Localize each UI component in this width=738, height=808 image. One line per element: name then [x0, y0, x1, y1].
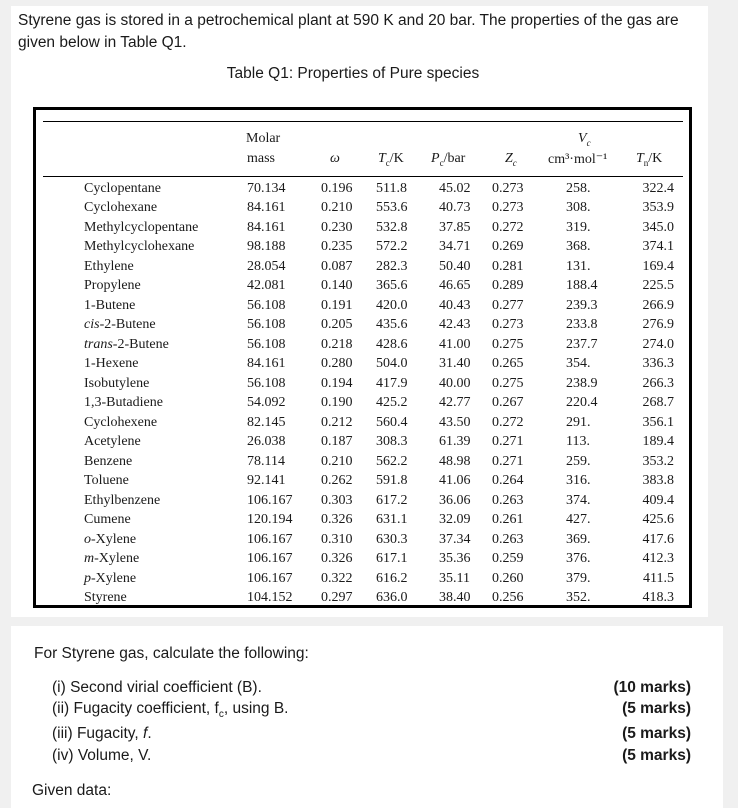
normal-boiling-point: 353.9: [642, 200, 674, 216]
critical-pressure: 42.77: [439, 395, 471, 411]
normal-boiling-point: 169.4: [642, 258, 674, 274]
critical-compressibility: 0.267: [492, 395, 524, 411]
table-row: [0, 452, 738, 472]
table-row: [0, 491, 738, 511]
question-4: (iv) Volume, V.: [52, 747, 152, 764]
normal-boiling-point: 189.4: [642, 434, 674, 450]
table-row: [0, 588, 738, 608]
molar-mass: 56.108: [247, 317, 286, 333]
critical-compressibility: 0.269: [492, 239, 524, 255]
species-name: Acetylene: [84, 434, 141, 450]
species-name: Propylene: [84, 278, 141, 294]
molar-mass: 42.081: [247, 278, 286, 294]
normal-boiling-point: 425.6: [642, 512, 674, 528]
critical-temperature: 617.1: [376, 551, 408, 567]
questions-lead: For Styrene gas, calculate the following:: [34, 645, 309, 662]
molar-mass: 84.161: [247, 356, 286, 372]
table-row: [0, 237, 738, 257]
molar-mass: 56.108: [247, 297, 286, 313]
normal-boiling-point: 276.9: [642, 317, 674, 333]
molar-mass: 92.141: [247, 473, 286, 489]
normal-boiling-point: 356.1: [642, 414, 674, 430]
table-row: [0, 354, 738, 374]
critical-temperature: 560.4: [376, 414, 408, 430]
critical-pressure: 34.71: [439, 239, 471, 255]
table-row: [0, 198, 738, 218]
critical-volume: 188.4: [566, 278, 598, 294]
critical-volume: 368.: [566, 239, 591, 255]
species-name: trans-2-Butene: [84, 336, 169, 352]
critical-volume: 374.: [566, 492, 591, 508]
critical-pressure: 40.73: [439, 200, 471, 216]
critical-temperature: 365.6: [376, 278, 408, 294]
question-2-marks: (5 marks): [622, 700, 691, 717]
critical-volume: 113.: [566, 434, 590, 450]
species-name: o-Xylene: [84, 531, 137, 547]
critical-pressure: 37.85: [439, 219, 471, 235]
molar-mass: 78.114: [247, 453, 285, 469]
critical-temperature: 511.8: [376, 181, 407, 196]
question-3: (iii) Fugacity, f.: [52, 725, 152, 742]
critical-temperature: 617.2: [376, 492, 408, 508]
acentric-factor: 0.210: [321, 200, 353, 216]
critical-pressure: 32.09: [439, 512, 471, 528]
header-zc: $Z_c$: [505, 151, 517, 168]
critical-pressure: 35.11: [439, 570, 470, 586]
table-row: [0, 471, 738, 491]
normal-boiling-point: 322.4: [642, 181, 674, 196]
species-name: Cumene: [84, 512, 131, 528]
molar-mass: 106.167: [247, 551, 293, 567]
question-2: (ii) Fugacity coefficient, $f_c$, using B.: [52, 700, 289, 721]
critical-compressibility: 0.273: [492, 181, 524, 196]
normal-boiling-point: 412.3: [642, 551, 674, 567]
molar-mass: 106.167: [247, 492, 293, 508]
acentric-factor: 0.140: [321, 278, 353, 294]
acentric-factor: 0.310: [321, 531, 353, 547]
critical-pressure: 41.06: [439, 473, 471, 489]
table-row: [0, 179, 738, 199]
critical-compressibility: 0.273: [492, 200, 524, 216]
species-name: 1-Hexene: [84, 356, 139, 372]
critical-volume: 316.: [566, 473, 591, 489]
critical-temperature: 572.2: [376, 239, 408, 255]
normal-boiling-point: 336.3: [642, 356, 674, 372]
acentric-factor: 0.205: [321, 317, 353, 333]
critical-volume: 233.8: [566, 317, 598, 333]
critical-temperature: 636.0: [376, 590, 408, 606]
critical-volume: 220.4: [566, 395, 598, 411]
critical-pressure: 37.34: [439, 531, 471, 547]
acentric-factor: 0.196: [321, 181, 353, 196]
critical-compressibility: 0.273: [492, 317, 524, 333]
critical-volume: 379.: [566, 570, 591, 586]
acentric-factor: 0.218: [321, 336, 353, 352]
species-name: Styrene: [84, 590, 127, 606]
critical-volume: 238.9: [566, 375, 598, 391]
critical-compressibility: 0.271: [492, 453, 524, 469]
acentric-factor: 0.326: [321, 551, 353, 567]
critical-temperature: 435.6: [376, 317, 408, 333]
critical-temperature: 630.3: [376, 531, 408, 547]
critical-compressibility: 0.277: [492, 297, 524, 313]
critical-pressure: 48.98: [439, 453, 471, 469]
critical-volume: 376.: [566, 551, 591, 567]
acentric-factor: 0.087: [321, 258, 353, 274]
critical-temperature: 417.9: [376, 375, 408, 391]
molar-mass: 70.134: [247, 181, 286, 196]
critical-temperature: 591.8: [376, 473, 408, 489]
species-name: Benzene: [84, 453, 133, 469]
header-tc: $T_c/K$: [378, 151, 404, 168]
critical-volume: 352.: [566, 590, 591, 606]
critical-compressibility: 0.272: [492, 219, 524, 235]
header-vc-unit: cm³·mol⁻¹: [548, 152, 608, 167]
critical-pressure: 50.40: [439, 258, 471, 274]
molar-mass: 98.188: [247, 239, 286, 255]
critical-compressibility: 0.289: [492, 278, 524, 294]
normal-boiling-point: 411.5: [643, 570, 674, 586]
table-top-rule: [43, 121, 683, 122]
normal-boiling-point: 374.1: [642, 239, 674, 255]
normal-boiling-point: 418.3: [642, 590, 674, 606]
species-name: p-Xylene: [84, 570, 137, 586]
critical-compressibility: 0.271: [492, 434, 524, 450]
acentric-factor: 0.326: [321, 512, 353, 528]
critical-pressure: 41.00: [439, 336, 471, 352]
species-name: Cyclohexane: [84, 200, 158, 216]
critical-volume: 131.: [566, 258, 591, 274]
header-mass: mass: [247, 151, 275, 166]
normal-boiling-point: 345.0: [642, 219, 674, 235]
critical-pressure: 40.00: [439, 375, 471, 391]
critical-compressibility: 0.256: [492, 590, 524, 606]
table-row: [0, 530, 738, 550]
species-name: Isobutylene: [84, 375, 150, 391]
critical-compressibility: 0.272: [492, 414, 524, 430]
critical-pressure: 46.65: [439, 278, 471, 294]
critical-compressibility: 0.265: [492, 356, 524, 372]
critical-pressure: 43.50: [439, 414, 471, 430]
table-row: [0, 296, 738, 316]
species-name: 1,3-Butadiene: [84, 395, 163, 411]
acentric-factor: 0.322: [321, 570, 353, 586]
table-row: [0, 335, 738, 355]
normal-boiling-point: 274.0: [642, 336, 674, 352]
species-name: Ethylene: [84, 258, 134, 274]
critical-temperature: 562.2: [376, 453, 408, 469]
table-row: [0, 510, 738, 530]
critical-temperature: 282.3: [376, 258, 408, 274]
critical-compressibility: 0.259: [492, 551, 524, 567]
critical-compressibility: 0.263: [492, 492, 524, 508]
species-name: 1-Butene: [84, 297, 136, 313]
acentric-factor: 0.297: [321, 590, 353, 606]
normal-boiling-point: 383.8: [642, 473, 674, 489]
table-row: [0, 276, 738, 296]
species-name: cis-2-Butene: [84, 317, 156, 333]
species-name: Ethylbenzene: [84, 492, 161, 508]
acentric-factor: 0.191: [321, 297, 353, 313]
critical-temperature: 308.3: [376, 434, 408, 450]
acentric-factor: 0.187: [321, 434, 353, 450]
normal-boiling-point: 266.9: [642, 297, 674, 313]
critical-volume: 239.3: [566, 297, 598, 313]
intro-text: Styrene gas is stored in a petrochemical plant at 590 K and 20 bar. The properties of the gas are given below in Table Q1.: [18, 12, 679, 51]
molar-mass: 120.194: [247, 512, 293, 528]
critical-temperature: 420.0: [376, 297, 408, 313]
critical-pressure: 61.39: [439, 434, 471, 450]
table-row: [0, 569, 738, 589]
normal-boiling-point: 417.6: [642, 531, 674, 547]
species-name: Toluene: [84, 473, 129, 489]
table-row: [0, 257, 738, 277]
critical-compressibility: 0.275: [492, 375, 524, 391]
acentric-factor: 0.212: [321, 414, 353, 430]
critical-volume: 308.: [566, 200, 591, 216]
critical-volume: 354.: [566, 356, 591, 372]
header-vc: $V_c$: [578, 131, 591, 148]
acentric-factor: 0.194: [321, 375, 353, 391]
normal-boiling-point: 266.3: [642, 375, 674, 391]
acentric-factor: 0.210: [321, 453, 353, 469]
acentric-factor: 0.280: [321, 356, 353, 372]
species-name: Methylcyclopentane: [84, 219, 199, 235]
header-molar: Molar: [246, 131, 281, 146]
critical-compressibility: 0.263: [492, 531, 524, 547]
acentric-factor: 0.262: [321, 473, 353, 489]
acentric-factor: 0.235: [321, 239, 353, 255]
species-name: Cyclopentane: [84, 181, 161, 196]
normal-boiling-point: 409.4: [642, 492, 674, 508]
molar-mass: 26.038: [247, 434, 286, 450]
molar-mass: 56.108: [247, 336, 286, 352]
table-caption-text: Table Q1: Properties of Pure species: [226, 65, 480, 82]
critical-temperature: 504.0: [376, 356, 408, 372]
critical-volume: 369.: [566, 531, 591, 547]
critical-pressure: 40.43: [439, 297, 471, 313]
critical-volume: 258.: [566, 181, 591, 196]
molar-mass: 106.167: [247, 531, 293, 547]
critical-temperature: 631.1: [376, 512, 408, 528]
critical-compressibility: 0.261: [492, 512, 524, 528]
molar-mass: 54.092: [247, 395, 286, 411]
critical-compressibility: 0.264: [492, 473, 524, 489]
critical-compressibility: 0.260: [492, 570, 524, 586]
table-row: [0, 432, 738, 452]
question-1: (i) Second virial coefficient (B).: [52, 679, 262, 696]
species-name: m-Xylene: [84, 551, 140, 567]
critical-pressure: 35.36: [439, 551, 471, 567]
normal-boiling-point: 353.2: [642, 453, 674, 469]
molar-mass: 104.152: [247, 590, 293, 606]
molar-mass: 28.054: [247, 258, 286, 274]
molar-mass: 106.167: [247, 570, 293, 586]
critical-temperature: 532.8: [376, 219, 408, 235]
species-name: Methylcyclohexane: [84, 239, 195, 255]
molar-mass: 84.161: [247, 200, 286, 216]
table-header-rule: [43, 176, 683, 177]
critical-pressure: 45.02: [439, 181, 471, 196]
critical-temperature: 616.2: [376, 570, 408, 586]
molar-mass: 84.161: [247, 219, 286, 235]
critical-temperature: 425.2: [376, 395, 408, 411]
molar-mass: 56.108: [247, 375, 286, 391]
critical-volume: 427.: [566, 512, 591, 528]
question-3-marks: (5 marks): [622, 725, 691, 742]
critical-temperature: 553.6: [376, 200, 408, 216]
question-1-marks: (10 marks): [613, 679, 691, 696]
question-4-marks: (5 marks): [622, 747, 691, 764]
header-pc: $P_c$/bar: [431, 151, 466, 168]
critical-volume: 291.: [566, 414, 591, 430]
critical-compressibility: 0.275: [492, 336, 524, 352]
normal-boiling-point: 225.5: [642, 278, 674, 294]
species-name: Cyclohexene: [84, 414, 158, 430]
critical-temperature: 428.6: [376, 336, 408, 352]
critical-volume: 259.: [566, 453, 591, 469]
table-row: [0, 315, 738, 335]
table-row: [0, 413, 738, 433]
critical-compressibility: 0.281: [492, 258, 524, 274]
acentric-factor: 0.190: [321, 395, 353, 411]
acentric-factor: 0.230: [321, 219, 353, 235]
table-row: [0, 549, 738, 569]
header-omega: ω: [330, 151, 340, 166]
table-row: [0, 393, 738, 413]
table-caption: [0, 65, 720, 83]
critical-pressure: 38.40: [439, 590, 471, 606]
molar-mass: 82.145: [247, 414, 286, 430]
critical-volume: 237.7: [566, 336, 598, 352]
critical-pressure: 31.40: [439, 356, 471, 372]
table-row: [0, 374, 738, 394]
given-data-label: Given data:: [32, 782, 112, 799]
critical-pressure: 42.43: [439, 317, 471, 333]
table-row: [0, 218, 738, 238]
acentric-factor: 0.303: [321, 492, 353, 508]
critical-pressure: 36.06: [439, 492, 471, 508]
header-tn: $T_n/K$: [636, 151, 663, 168]
normal-boiling-point: 268.7: [642, 395, 674, 411]
critical-volume: 319.: [566, 219, 591, 235]
